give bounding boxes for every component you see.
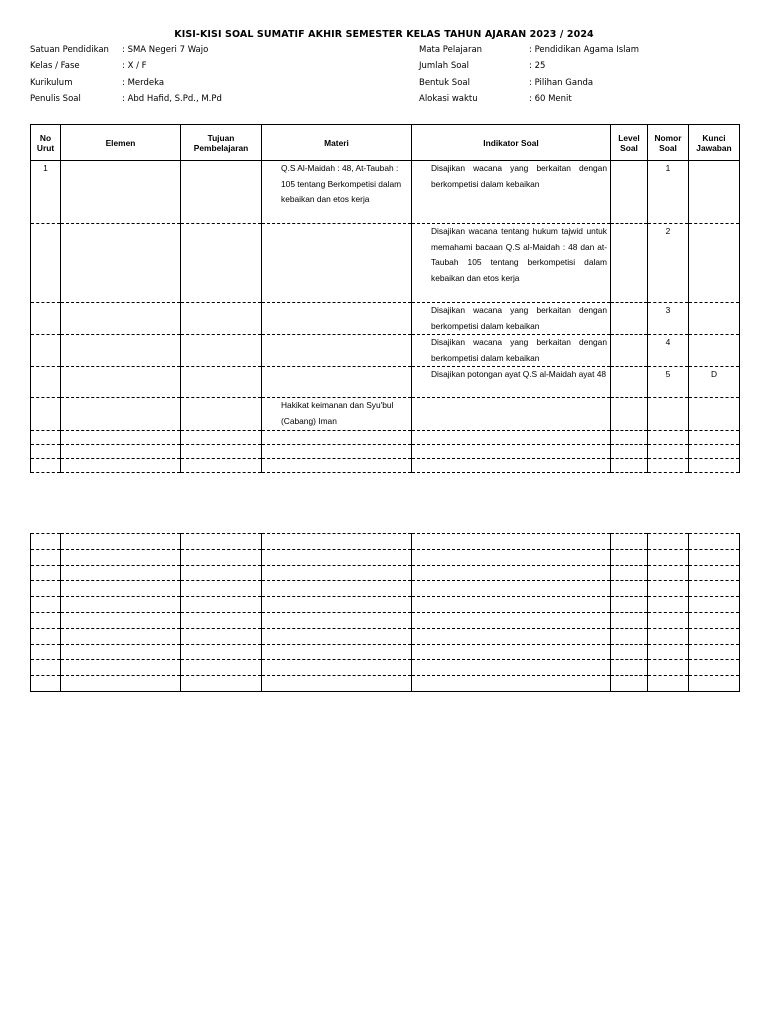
cell-empty bbox=[611, 628, 648, 644]
cell-empty bbox=[31, 597, 61, 613]
cell-empty bbox=[31, 644, 61, 660]
table-row bbox=[31, 676, 740, 692]
cell-empty bbox=[412, 628, 611, 644]
cell-empty bbox=[648, 444, 689, 458]
cell-empty bbox=[689, 444, 740, 458]
meta-value: : 25 bbox=[529, 61, 546, 72]
cell-empty bbox=[648, 597, 689, 613]
table-header-row bbox=[31, 125, 740, 161]
cell-empty bbox=[61, 549, 181, 565]
cell-empty bbox=[31, 565, 61, 581]
meta-row-satuan bbox=[30, 45, 222, 61]
table-row bbox=[31, 644, 740, 660]
cell-empty bbox=[412, 444, 611, 458]
cell-empty bbox=[412, 644, 611, 660]
table-row bbox=[31, 549, 740, 565]
cell-no bbox=[31, 224, 61, 303]
cell-empty bbox=[262, 660, 412, 676]
meta-row-jumlah bbox=[419, 61, 639, 77]
cell-nomor: 1 bbox=[648, 161, 689, 224]
meta-row-bentuk bbox=[419, 78, 639, 94]
cell-indikator: Disajikan wacana tentang hukum tajwid untuk memahami bacaan Q.S al-Maidah : 48 dan at-Taubah 105 tentang berkompetisi dalam kebaikan dan etos kerja bbox=[412, 224, 611, 303]
cell-elemen bbox=[61, 398, 181, 430]
cell-level bbox=[611, 303, 648, 335]
header-kunci: Kunci Jawaban bbox=[689, 125, 740, 161]
cell-empty bbox=[689, 628, 740, 644]
cell-empty bbox=[262, 612, 412, 628]
cell-level bbox=[611, 161, 648, 224]
cell-empty bbox=[648, 534, 689, 550]
header-tujuan: Tujuan Pembelajaran bbox=[181, 125, 262, 161]
cell-empty bbox=[412, 549, 611, 565]
cell-elemen bbox=[61, 303, 181, 335]
cell-kunci bbox=[689, 398, 740, 430]
cell-empty bbox=[689, 612, 740, 628]
cell-empty bbox=[689, 597, 740, 613]
cell-tujuan bbox=[181, 303, 262, 335]
cell-empty bbox=[181, 549, 262, 565]
cell-empty bbox=[31, 612, 61, 628]
cell-empty bbox=[61, 660, 181, 676]
cell-empty bbox=[648, 644, 689, 660]
header-elemen: Elemen bbox=[61, 125, 181, 161]
cell-empty bbox=[61, 430, 181, 444]
cell-empty bbox=[181, 565, 262, 581]
table-row bbox=[31, 565, 740, 581]
cell-empty bbox=[648, 565, 689, 581]
cell-empty bbox=[648, 676, 689, 692]
meta-label: Alokasi waktu bbox=[419, 94, 478, 105]
cell-empty bbox=[648, 660, 689, 676]
table-row bbox=[31, 398, 740, 430]
cell-empty bbox=[262, 549, 412, 565]
cell-empty bbox=[61, 612, 181, 628]
cell-empty bbox=[61, 534, 181, 550]
header-nomor: Nomor Soal bbox=[648, 125, 689, 161]
cell-empty bbox=[689, 458, 740, 472]
table-row bbox=[31, 430, 740, 444]
table-row bbox=[31, 444, 740, 458]
cell-empty bbox=[689, 430, 740, 444]
meta-row-alokasi bbox=[419, 94, 639, 110]
meta-label: Penulis Soal bbox=[30, 94, 81, 105]
meta-value: : 60 Menit bbox=[529, 94, 572, 105]
header-materi: Materi bbox=[262, 125, 412, 161]
meta-value: : Abd Hafid, S.Pd., M.Pd bbox=[122, 94, 222, 105]
cell-empty bbox=[412, 597, 611, 613]
cell-empty bbox=[61, 597, 181, 613]
cell-empty bbox=[31, 628, 61, 644]
table-row bbox=[31, 367, 740, 398]
cell-indikator: Disajikan wacana yang berkaitan dengan berkompetisi dalam kebaikan bbox=[412, 161, 611, 224]
table-row bbox=[31, 303, 740, 335]
meta-label: Kurikulum bbox=[30, 77, 73, 88]
header-indikator: Indikator Soal bbox=[412, 125, 611, 161]
cell-tujuan bbox=[181, 335, 262, 367]
cell-empty bbox=[61, 581, 181, 597]
cell-empty bbox=[31, 444, 61, 458]
cell-empty bbox=[611, 565, 648, 581]
header-level: Level Soal bbox=[611, 125, 648, 161]
cell-tujuan bbox=[181, 398, 262, 430]
kisi-kisi-table bbox=[30, 124, 740, 473]
cell-empty bbox=[31, 549, 61, 565]
cell-indikator bbox=[412, 398, 611, 430]
cell-empty bbox=[262, 565, 412, 581]
meta-right bbox=[419, 45, 639, 111]
cell-empty bbox=[412, 676, 611, 692]
meta-left bbox=[30, 45, 222, 111]
table-row bbox=[31, 534, 740, 550]
table-row bbox=[31, 660, 740, 676]
table-row bbox=[31, 612, 740, 628]
cell-empty bbox=[412, 612, 611, 628]
continuation-table bbox=[30, 533, 740, 692]
cell-empty bbox=[262, 644, 412, 660]
cell-tujuan bbox=[181, 367, 262, 398]
cell-empty bbox=[611, 534, 648, 550]
cell-empty bbox=[412, 581, 611, 597]
cell-nomor bbox=[648, 398, 689, 430]
cell-indikator: Disajikan wacana yang berkaitan dengan berkompetisi dalam kebaikan bbox=[412, 335, 611, 367]
cell-kunci bbox=[689, 335, 740, 367]
cell-materi bbox=[262, 303, 412, 335]
cell-tujuan bbox=[181, 161, 262, 224]
cell-empty bbox=[689, 676, 740, 692]
cell-tujuan bbox=[181, 224, 262, 303]
meta-row-mapel bbox=[419, 45, 639, 61]
cell-materi bbox=[262, 367, 412, 398]
cell-empty bbox=[648, 628, 689, 644]
cell-empty bbox=[689, 534, 740, 550]
table-row bbox=[31, 335, 740, 367]
meta-value: : Merdeka bbox=[122, 77, 165, 88]
cell-empty bbox=[181, 458, 262, 472]
cell-empty bbox=[648, 612, 689, 628]
cell-no bbox=[31, 303, 61, 335]
cell-nomor: 3 bbox=[648, 303, 689, 335]
cell-indikator: Disajikan potongan ayat Q.S al-Maidah ayat 48 bbox=[412, 367, 611, 398]
cell-elemen bbox=[61, 367, 181, 398]
cell-empty bbox=[412, 660, 611, 676]
meta-label: Kelas / Fase bbox=[30, 61, 80, 72]
cell-empty bbox=[262, 676, 412, 692]
cell-indikator: Disajikan wacana yang berkaitan dengan berkompetisi dalam kebaikan bbox=[412, 303, 611, 335]
cell-empty bbox=[648, 581, 689, 597]
cell-empty bbox=[61, 444, 181, 458]
table-row bbox=[31, 581, 740, 597]
cell-empty bbox=[31, 458, 61, 472]
meta-label: Jumlah Soal bbox=[419, 61, 469, 72]
cell-empty bbox=[611, 612, 648, 628]
cell-materi bbox=[262, 224, 412, 303]
table-row bbox=[31, 628, 740, 644]
meta-label: Bentuk Soal bbox=[419, 77, 470, 88]
cell-empty bbox=[181, 660, 262, 676]
cell-materi: Hakikat keimanan dan Syu'bul (Cabang) Iman bbox=[262, 398, 412, 430]
cell-level bbox=[611, 335, 648, 367]
meta-row-penulis bbox=[30, 94, 222, 110]
cell-empty bbox=[611, 597, 648, 613]
cell-empty bbox=[31, 430, 61, 444]
cell-no bbox=[31, 398, 61, 430]
meta-row-kelas bbox=[30, 61, 222, 77]
cell-empty bbox=[61, 644, 181, 660]
meta-label: Satuan Pendidikan bbox=[30, 45, 109, 55]
cell-empty bbox=[611, 549, 648, 565]
cell-empty bbox=[262, 430, 412, 444]
cell-empty bbox=[262, 597, 412, 613]
cell-empty bbox=[181, 534, 262, 550]
cell-empty bbox=[611, 676, 648, 692]
cell-empty bbox=[648, 549, 689, 565]
cell-empty bbox=[262, 458, 412, 472]
meta-value: : X / F bbox=[122, 61, 147, 72]
cell-no bbox=[31, 335, 61, 367]
cell-empty bbox=[31, 534, 61, 550]
cell-empty bbox=[61, 628, 181, 644]
cell-empty bbox=[181, 628, 262, 644]
cell-empty bbox=[262, 628, 412, 644]
cell-level bbox=[611, 367, 648, 398]
cell-materi: Q.S Al-Maidah : 48, At-Taubah : 105 tentang Berkompetisi dalam kebaikan dan etos kerja bbox=[262, 161, 412, 224]
cell-empty bbox=[181, 581, 262, 597]
table-row bbox=[31, 161, 740, 224]
cell-nomor: 5 bbox=[648, 367, 689, 398]
cell-empty bbox=[31, 660, 61, 676]
cell-materi bbox=[262, 335, 412, 367]
cell-empty bbox=[181, 597, 262, 613]
table-row bbox=[31, 224, 740, 303]
cell-empty bbox=[181, 676, 262, 692]
cell-elemen bbox=[61, 224, 181, 303]
cell-kunci bbox=[689, 224, 740, 303]
cell-empty bbox=[611, 430, 648, 444]
cell-empty bbox=[31, 676, 61, 692]
cell-nomor: 4 bbox=[648, 335, 689, 367]
cell-empty bbox=[611, 458, 648, 472]
cell-empty bbox=[689, 581, 740, 597]
cell-empty bbox=[181, 612, 262, 628]
cell-elemen bbox=[61, 161, 181, 224]
cell-empty bbox=[412, 430, 611, 444]
cell-empty bbox=[689, 565, 740, 581]
meta-value: : Pilihan Ganda bbox=[529, 77, 594, 88]
cell-empty bbox=[689, 660, 740, 676]
cell-empty bbox=[611, 644, 648, 660]
cell-empty bbox=[181, 644, 262, 660]
cell-kunci bbox=[689, 161, 740, 224]
cell-empty bbox=[61, 458, 181, 472]
cell-empty bbox=[61, 565, 181, 581]
cell-nomor: 2 bbox=[648, 224, 689, 303]
cell-empty bbox=[689, 549, 740, 565]
cell-empty bbox=[262, 581, 412, 597]
meta-value: : SMA Negeri 7 Wajo bbox=[122, 45, 209, 55]
meta-label: Mata Pelajaran bbox=[419, 45, 483, 55]
header-no-urut: No Urut bbox=[31, 125, 61, 161]
cell-no bbox=[31, 367, 61, 398]
cell-level bbox=[611, 224, 648, 303]
cell-empty bbox=[648, 430, 689, 444]
cell-empty bbox=[412, 534, 611, 550]
cell-empty bbox=[262, 444, 412, 458]
cell-empty bbox=[611, 581, 648, 597]
cell-empty bbox=[412, 565, 611, 581]
cell-kunci bbox=[689, 303, 740, 335]
cell-empty bbox=[31, 581, 61, 597]
cell-empty bbox=[611, 660, 648, 676]
cell-empty bbox=[689, 644, 740, 660]
cell-empty bbox=[181, 430, 262, 444]
cell-empty bbox=[262, 534, 412, 550]
table-row bbox=[31, 597, 740, 613]
cell-empty bbox=[61, 676, 181, 692]
cell-kunci: D bbox=[689, 367, 740, 398]
cell-empty bbox=[181, 444, 262, 458]
cell-empty bbox=[412, 458, 611, 472]
cell-empty bbox=[648, 458, 689, 472]
cell-empty bbox=[611, 444, 648, 458]
table-row bbox=[31, 458, 740, 472]
cell-no: 1 bbox=[31, 161, 61, 224]
document-title: KISI-KISI SOAL SUMATIF AKHIR SEMESTER KELAS TAHUN AJARAN 2023 / 2024 bbox=[174, 29, 594, 40]
cell-elemen bbox=[61, 335, 181, 367]
cell-level bbox=[611, 398, 648, 430]
meta-value: : Pendidikan Agama Islam bbox=[529, 45, 639, 55]
meta-row-kurikulum bbox=[30, 78, 222, 94]
